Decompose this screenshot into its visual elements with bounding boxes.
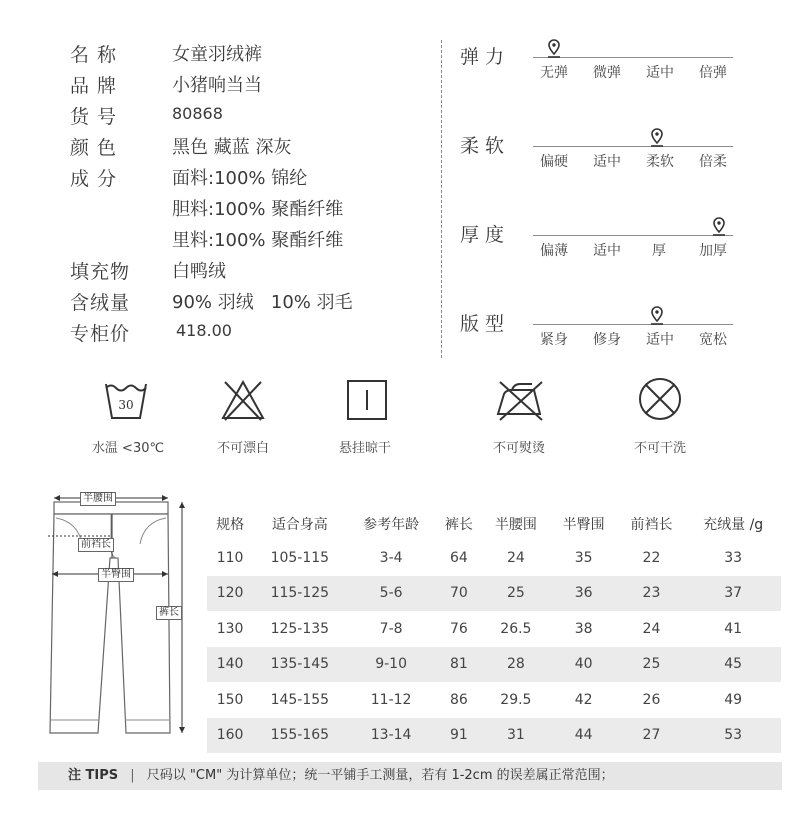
- table-header: 参考年龄: [363, 517, 420, 533]
- no-bleach-icon: [220, 378, 266, 422]
- table-header: 裤长: [444, 517, 473, 533]
- table-header-row: [207, 508, 781, 540]
- size-table: [207, 508, 781, 753]
- spec-label-color: 颜色: [70, 137, 125, 159]
- wash-temp: 30: [118, 398, 134, 412]
- spec-value-price: 418.00: [176, 321, 232, 340]
- table-cell: 120: [207, 576, 253, 612]
- table-cell: 36: [550, 576, 618, 612]
- table-cell: 70: [436, 576, 482, 612]
- hang-dry-icon: [345, 378, 389, 422]
- location-pin-icon: [649, 128, 665, 148]
- table-cell: 29.5: [500, 691, 532, 708]
- table-row: [207, 718, 781, 754]
- table-cell: 150: [216, 691, 244, 708]
- table-cell: 140: [207, 647, 253, 683]
- spec-value-inner: 里料:100% 聚酯纤维: [172, 230, 344, 251]
- location-pin-icon: [649, 306, 665, 326]
- rating-scale-fit: [533, 324, 733, 325]
- table-cell: 26: [642, 691, 661, 708]
- tips-separator: |: [130, 768, 135, 783]
- rating-option: 微弹: [593, 65, 621, 81]
- spec-value-brand: 小猪响当当: [172, 75, 262, 96]
- table-cell: 64: [449, 549, 468, 566]
- table-cell: 22: [642, 549, 661, 566]
- table-row: [207, 647, 781, 683]
- rating-scale-thickness: [533, 235, 733, 236]
- table-cell: 145-155: [270, 691, 330, 708]
- rating-title-thickness: 厚度: [460, 224, 511, 246]
- location-pin-icon: [546, 39, 562, 59]
- table-cell: 26.5: [500, 620, 532, 637]
- table-cell: 33: [724, 549, 743, 566]
- spec-label-brand: 品牌: [70, 75, 125, 97]
- table-cell: 24: [506, 549, 525, 566]
- table-cell: 38: [574, 620, 593, 637]
- care-label-iron: 不可熨烫: [492, 441, 546, 456]
- table-cell: 76: [449, 620, 468, 637]
- table-header: 充绒量 /g: [703, 517, 764, 533]
- table-cell: 91: [436, 718, 482, 754]
- table-cell: 105-115: [270, 549, 330, 566]
- rating-option: 适中: [646, 65, 674, 81]
- rating-option: 柔软: [646, 154, 674, 170]
- divider-dashed: [441, 40, 442, 358]
- table-cell: 86: [449, 691, 468, 708]
- tips-text: 尺码以 "CM" 为计算单位；统一平铺手工测量，若有 1-2cm 的误差属正常范围；: [146, 768, 614, 783]
- table-cell: 81: [436, 647, 482, 683]
- rating-scale-elasticity: [533, 57, 733, 58]
- table-row: [207, 611, 781, 647]
- table-header: 前裆长: [630, 517, 673, 533]
- rating-option: 偏薄: [540, 243, 568, 259]
- table-cell: 125-135: [270, 620, 330, 637]
- dim-label-hip: 半臀围: [98, 568, 134, 582]
- table-row: [207, 576, 781, 612]
- rating-option: 无弹: [540, 65, 568, 81]
- spec-value-color: 黑色 藏蓝 深灰: [172, 137, 292, 158]
- table-cell: 40: [550, 647, 618, 683]
- tips-bar: [38, 762, 782, 790]
- spec-value-lining: 胆料:100% 聚酯纤维: [172, 199, 344, 220]
- care-label-bleach: 不可漂白: [216, 441, 270, 456]
- table-cell: 31: [482, 718, 550, 754]
- table-cell: 44: [550, 718, 618, 754]
- table-cell: 37: [685, 576, 781, 612]
- rating-scale-softness: [533, 146, 733, 147]
- table-cell: 24: [642, 620, 661, 637]
- table-cell: 41: [724, 620, 743, 637]
- table-header: 规格: [216, 517, 245, 533]
- rating-option: 偏硬: [540, 154, 568, 170]
- table-header: 半腰围: [494, 517, 537, 533]
- spec-value-name: 女童羽绒裤: [172, 44, 262, 65]
- table-cell: 23: [618, 576, 686, 612]
- spec-label-down-content: 含绒量: [70, 292, 131, 314]
- table-cell: 45: [685, 647, 781, 683]
- table-header: 适合身高: [271, 517, 328, 533]
- rating-option: 倍弹: [699, 65, 727, 81]
- table-cell: 42: [574, 691, 593, 708]
- table-cell: 155-165: [253, 718, 346, 754]
- table-cell: 135-145: [253, 647, 346, 683]
- wash-30-icon: [103, 378, 149, 422]
- rating-title-fit: 版型: [460, 313, 511, 335]
- table-cell: 9-10: [346, 647, 435, 683]
- spec-label-name: 名称: [70, 44, 125, 66]
- rating-option: 修身: [593, 332, 621, 348]
- table-cell: 11-12: [370, 691, 412, 708]
- tips-label: 注 TIPS: [68, 768, 119, 783]
- location-pin-icon: [711, 217, 727, 237]
- spec-label-filling: 填充物: [70, 261, 131, 283]
- table-cell: 49: [724, 691, 743, 708]
- rating-option: 加厚: [699, 243, 727, 259]
- rating-option: 适中: [646, 332, 674, 348]
- care-label-dry: 悬挂晾干: [338, 441, 392, 456]
- spec-value-shell: 面料:100% 锦纶: [172, 168, 308, 189]
- table-cell: 13-14: [346, 718, 435, 754]
- dim-label-rise: 前裆长: [78, 538, 114, 552]
- spec-value-sku: 80868: [172, 104, 223, 123]
- table-cell: 5-6: [346, 576, 435, 612]
- table-cell: 25: [482, 576, 550, 612]
- spec-label-composition: 成分: [70, 168, 125, 190]
- table-cell: 130: [216, 620, 244, 637]
- table-cell: 110: [216, 549, 244, 566]
- care-label-wash: 水温 <30℃: [91, 441, 165, 456]
- table-cell: 25: [618, 647, 686, 683]
- table-row: [207, 540, 781, 576]
- table-cell: 7-8: [379, 620, 403, 637]
- dim-label-waist: 半腰围: [80, 492, 116, 506]
- table-cell: 160: [207, 718, 253, 754]
- no-dry-clean-icon: [637, 376, 683, 422]
- spec-label-price: 专柜价: [70, 323, 131, 345]
- rating-option: 倍柔: [699, 154, 727, 170]
- rating-title-softness: 柔软: [460, 135, 511, 157]
- rating-option: 适中: [593, 154, 621, 170]
- table-cell: 53: [685, 718, 781, 754]
- table-cell: 115-125: [253, 576, 346, 612]
- no-iron-icon: [494, 378, 546, 422]
- spec-value-down-content: 90% 羽绒 10% 羽毛: [172, 292, 353, 313]
- dim-label-length: 裤长: [156, 606, 182, 620]
- table-cell: 35: [574, 549, 593, 566]
- rating-option: 厚: [652, 243, 666, 259]
- table-cell: 3-4: [379, 549, 403, 566]
- table-row: [207, 682, 781, 718]
- rating-option: 适中: [593, 243, 621, 259]
- rating-option: 紧身: [540, 332, 568, 348]
- spec-label-sku: 货号: [70, 106, 125, 128]
- spec-value-filling: 白鸭绒: [172, 261, 226, 282]
- table-cell: 28: [482, 647, 550, 683]
- table-header: 半臀围: [562, 517, 605, 533]
- rating-option: 宽松: [699, 332, 727, 348]
- rating-title-elasticity: 弹力: [460, 46, 511, 68]
- care-label-dry-clean: 不可干洗: [633, 441, 687, 456]
- table-cell: 27: [618, 718, 686, 754]
